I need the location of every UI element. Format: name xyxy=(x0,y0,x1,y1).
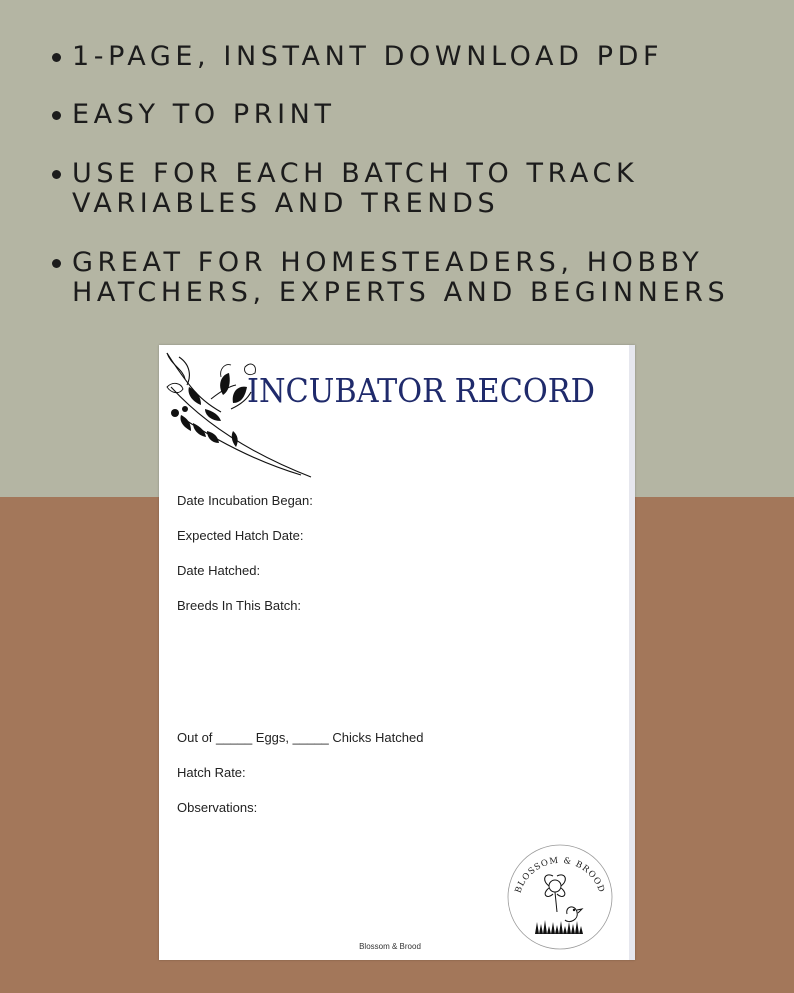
blossom-brood-logo-icon xyxy=(505,842,615,952)
feature-text: EASY TO PRINT xyxy=(72,99,336,130)
bullet-icon xyxy=(52,111,61,120)
bullet-icon xyxy=(52,53,61,62)
feature-item xyxy=(50,248,750,308)
incubator-record-sheet xyxy=(159,345,635,960)
hatch-rate-label: Hatch Rate: xyxy=(177,765,246,780)
hatch-count-label: Out of _____ Eggs, _____ Chicks Hatched xyxy=(177,730,424,745)
date-hatched-label: Date Hatched: xyxy=(177,563,261,578)
floral-illustration-icon xyxy=(161,347,316,482)
document-title: INCUBATOR RECORD xyxy=(247,371,595,410)
feature-item xyxy=(50,42,750,72)
expected-hatch-label: Expected Hatch Date: xyxy=(177,528,304,543)
observations-label: Observations: xyxy=(177,800,258,815)
svg-text:BLOSSOM & BROOD: BLOSSOM & BROOD xyxy=(513,855,607,895)
bullet-icon xyxy=(52,259,61,268)
feature-item xyxy=(50,159,750,219)
date-began-label: Date Incubation Began: xyxy=(177,493,313,508)
bullet-icon xyxy=(52,170,61,179)
feature-text: USE FOR EACH BATCH TO TRACK VARIABLES AND TRENDS xyxy=(72,158,639,219)
feature-text: GREAT FOR HOMESTEADERS, HOBBY HATCHERS, EXPERTS AND BEGINNERS xyxy=(72,247,730,308)
sheet-edge xyxy=(629,345,635,960)
feature-text: 1-PAGE, INSTANT DOWNLOAD PDF xyxy=(72,41,664,72)
feature-item xyxy=(50,100,750,130)
breeds-label: Breeds In This Batch: xyxy=(177,598,302,613)
footer-brand: Blossom & Brood xyxy=(359,942,421,951)
